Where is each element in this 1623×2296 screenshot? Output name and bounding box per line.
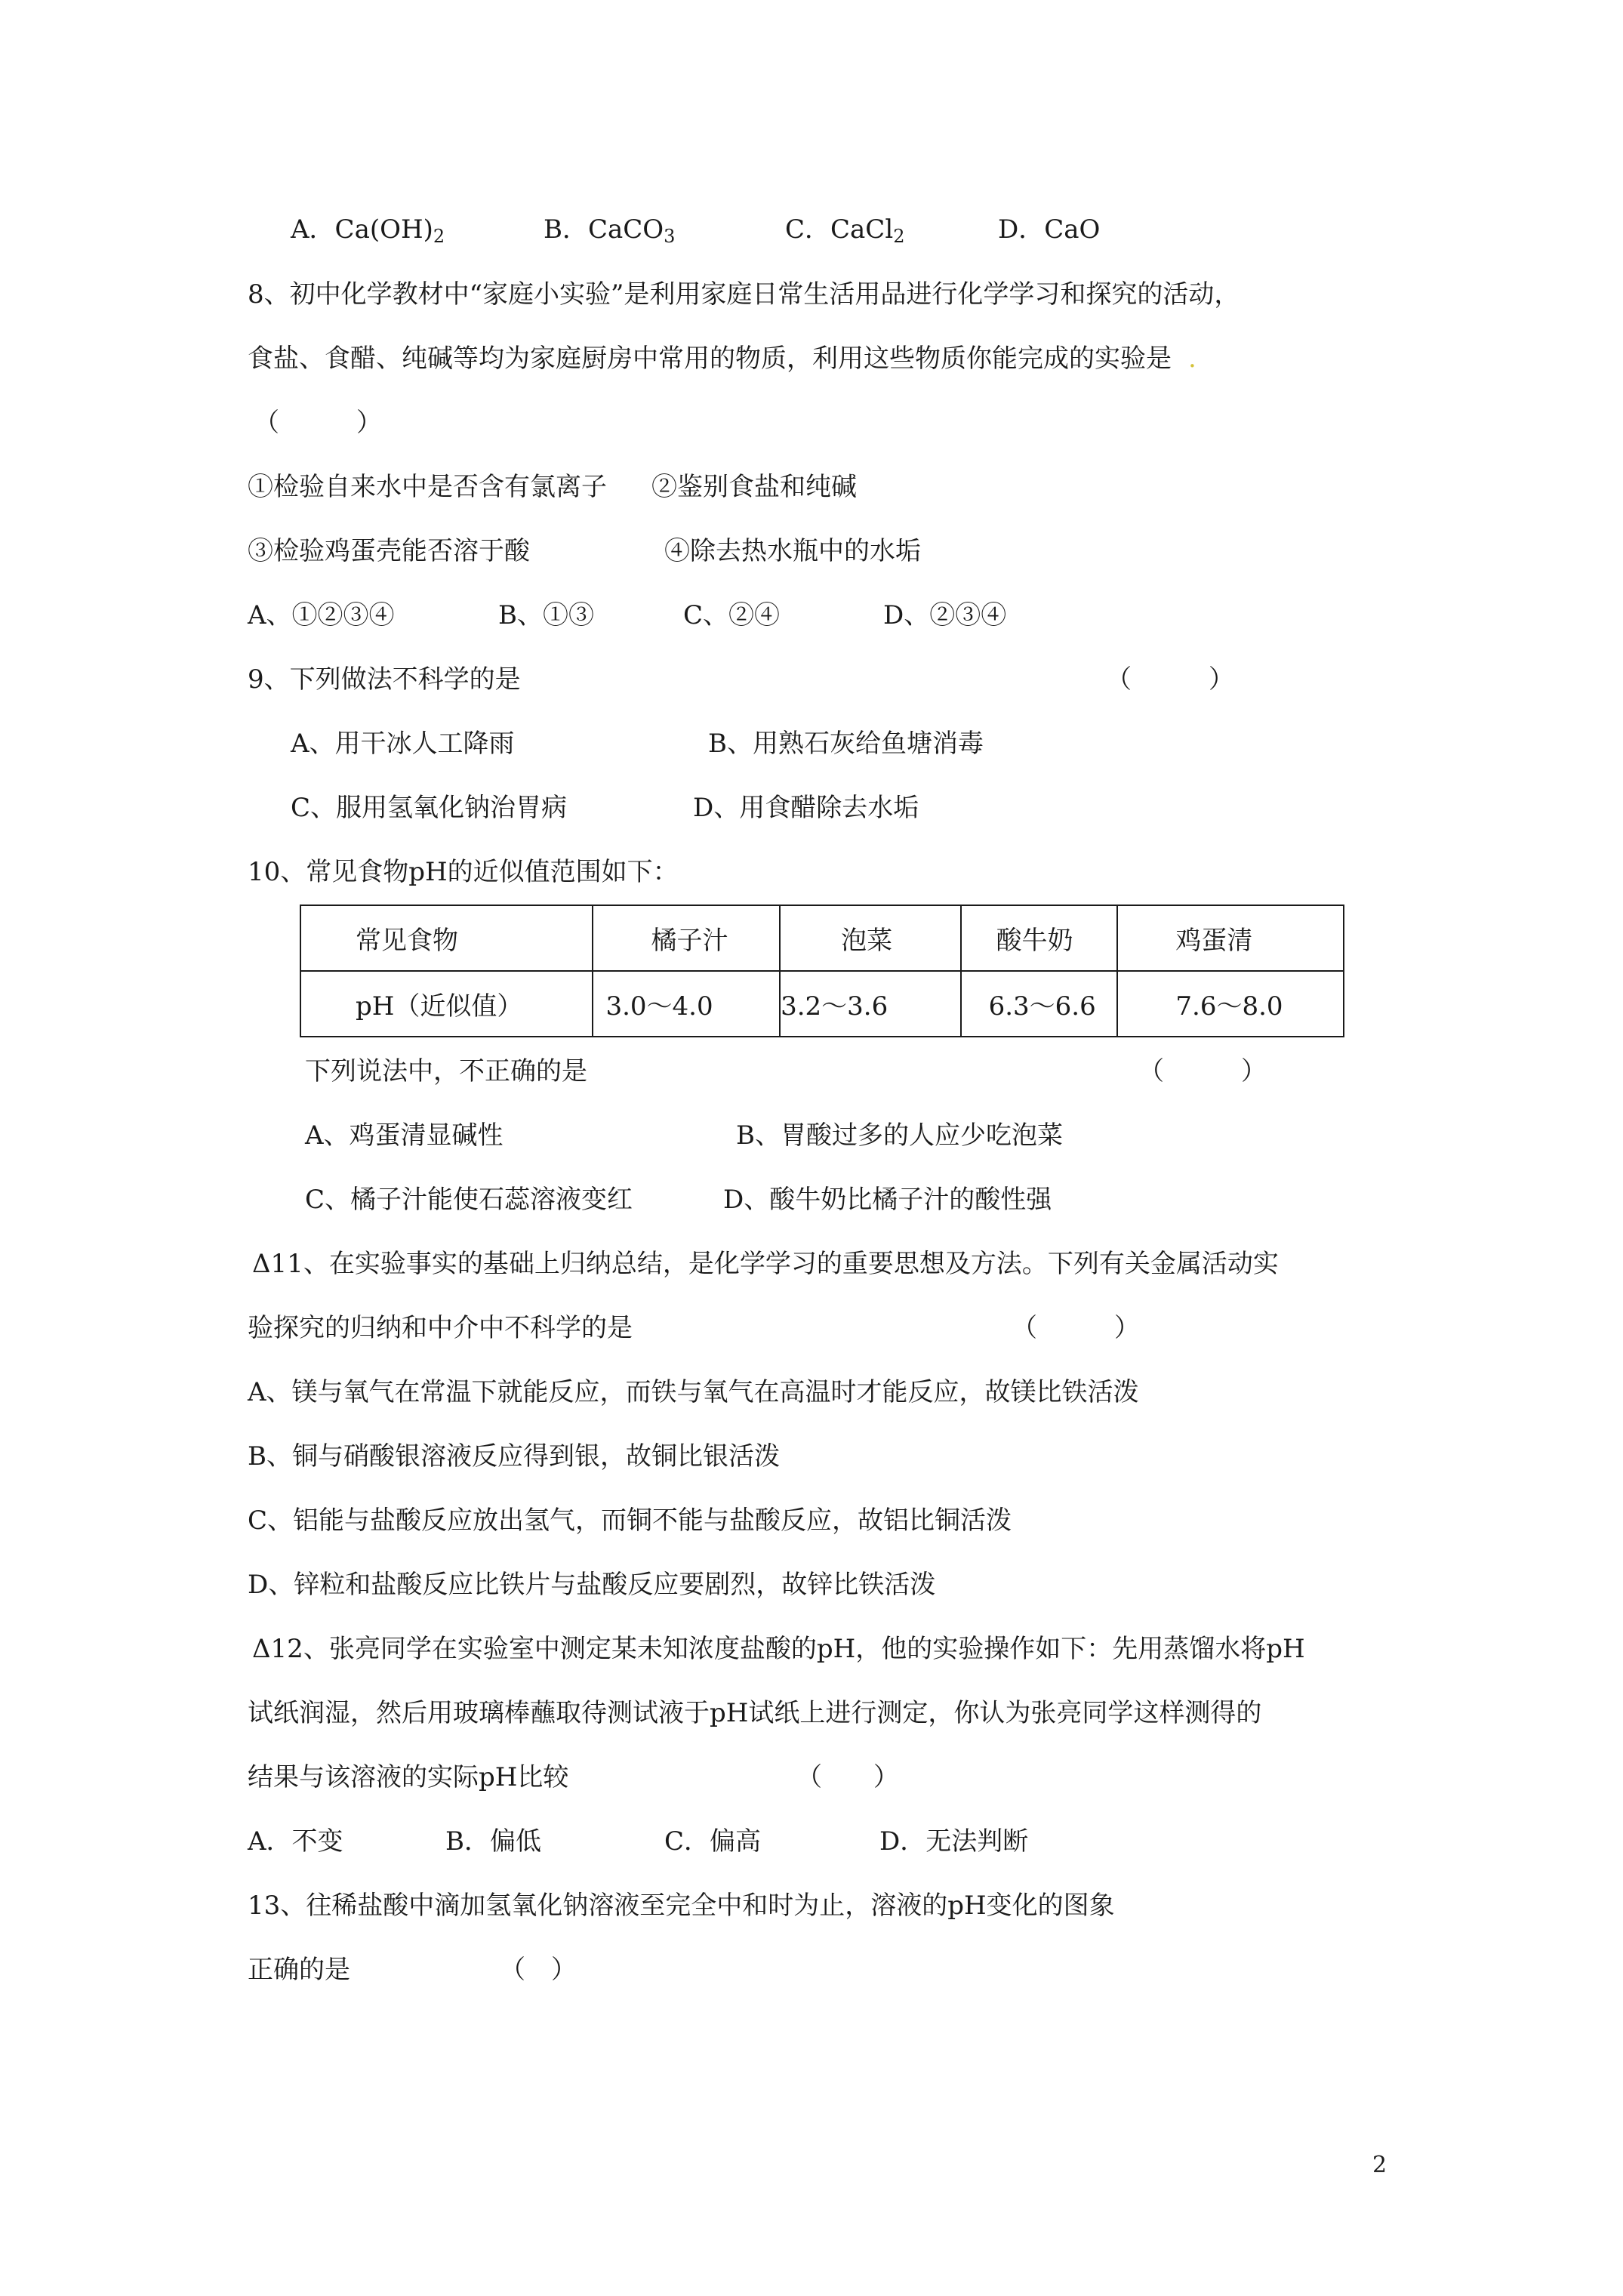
page-number: 2 [1372, 2152, 1387, 2178]
table-cell: 酸牛奶 [961, 905, 1118, 971]
q8-yellow-dot: . [1188, 344, 1196, 374]
table-cell: pH（近似值） [300, 971, 593, 1037]
q10-stem: 10、常见食物pH的近似值范围如下： [248, 857, 679, 887]
q12-stem-line2: 试纸润湿，然后用玻璃棒蘸取待测试液于pH试纸上进行测定，你认为张亮同学这样测得的 [248, 1698, 1262, 1728]
q10-option-a: A、鸡蛋清显碱性 [305, 1120, 504, 1151]
q9-paren: （ ） [1106, 664, 1234, 695]
q11-stem-line1: Δ11、在实验事实的基础上归纳总结，是化学学习的重要思想及方法。下列有关金属活动实 [252, 1249, 1279, 1279]
table-cell: 鸡蛋清 [1117, 905, 1344, 971]
q8-option-a: A、①②③④ [248, 600, 395, 630]
q7-option-b: B．CaCO$_3$ [544, 214, 676, 247]
q13-stem-line2: 正确的是 [248, 1955, 350, 1985]
q8-option-d: D、②③④ [883, 600, 1007, 630]
q10-option-b: B、胃酸过多的人应少吃泡菜 [736, 1120, 1063, 1151]
table-cell: 7.6～8.0 [1117, 971, 1344, 1037]
q8-option-b: B、①③ [498, 600, 594, 630]
q11-paren: （ ） [1012, 1313, 1140, 1343]
q8-item-3: ③检验鸡蛋壳能否溶于酸 [248, 536, 530, 566]
q8-item-4: ④除去热水瓶中的水垢 [664, 536, 921, 566]
table-header-row [300, 905, 1344, 971]
q7-option-a: A．$Ca(OH)_2$ [291, 214, 445, 247]
table-cell: 3.2～3.6 [780, 971, 960, 1037]
q11-stem-line2: 验探究的归纳和中介中不科学的是 [248, 1313, 633, 1343]
q7-option-c: C．CaCl$_2$ [785, 214, 905, 247]
q9-option-d: D、用食醋除去水垢 [693, 793, 919, 823]
q9-option-a: A、用干冰人工降雨 [291, 729, 515, 759]
q10-option-d: D、酸牛奶比橘子汁的酸性强 [723, 1185, 1052, 1215]
table-cell: 3.0～4.0 [593, 971, 780, 1037]
q10-option-c: C、橘子汁能使石蕊溶液变红 [305, 1185, 633, 1215]
q11-option-a: A、镁与氧气在常温下就能反应，而铁与氧气在高温时才能反应，故镁比铁活泼 [248, 1377, 1139, 1407]
q10-question: 下列说法中，不正确的是 [305, 1056, 587, 1086]
q8-item-2: ②鉴别食盐和纯碱 [651, 472, 857, 502]
q12-stem-line1: Δ12、张亮同学在实验室中测定某未知浓度盐酸的pH，他的实验操作如下：先用蒸馏水将pH [252, 1634, 1305, 1664]
q11-option-d: D、锌粒和盐酸反应比铁片与盐酸反应要剧烈，故锌比铁活泼 [248, 1570, 936, 1600]
q12-option-c: C．偏高 [664, 1826, 762, 1857]
q10-paren: （ ） [1138, 1056, 1267, 1086]
table-cell: 6.3～6.6 [961, 971, 1118, 1037]
q8-item-1: ①检验自来水中是否含有氯离子 [248, 472, 607, 502]
q11-option-c: C、铝能与盐酸反应放出氢气，而铜不能与盐酸反应，故铝比铜活泼 [248, 1505, 1012, 1536]
table-cell: 常见食物 [300, 905, 593, 971]
q12-option-d: D．无法判断 [879, 1826, 1029, 1857]
q9-stem: 9、下列做法不科学的是 [248, 664, 521, 695]
q12-option-a: A．不变 [248, 1826, 343, 1857]
q13-paren: （ ） [500, 1955, 577, 1985]
food-ph-table [300, 905, 1344, 1037]
table-cell: 橘子汁 [593, 905, 780, 971]
table-cell: 泡菜 [780, 905, 960, 971]
q11-option-b: B、铜与硝酸银溶液反应得到银，故铜比银活泼 [248, 1441, 780, 1472]
q12-option-b: B．偏低 [445, 1826, 541, 1857]
q7-option-d: D．CaO [998, 214, 1101, 245]
q8-option-c: C、②④ [683, 600, 781, 630]
q8-paren: （ ） [254, 408, 382, 438]
q9-option-b: B、用熟石灰给鱼塘消毒 [708, 729, 984, 759]
q8-stem-line2: 食盐、食醋、纯碱等均为家庭厨房中常用的物质，利用这些物质你能完成的实验是 . [248, 344, 1196, 374]
q8-stem-line1: 8、初中化学教材中“家庭小实验”是利用家庭日常生活用品进行化学学习和探究的活动， [248, 279, 1240, 310]
q9-option-c: C、服用氢氧化钠治胃病 [291, 793, 568, 823]
table-row [300, 971, 1344, 1037]
q13-stem-line1: 13、往稀盐酸中滴加氢氧化钠溶液至完全中和时为止，溶液的pH变化的图象 [248, 1891, 1115, 1921]
q12-paren: （ ） [796, 1762, 899, 1792]
q12-stem-line3: 结果与该溶液的实际pH比较 [248, 1762, 569, 1792]
